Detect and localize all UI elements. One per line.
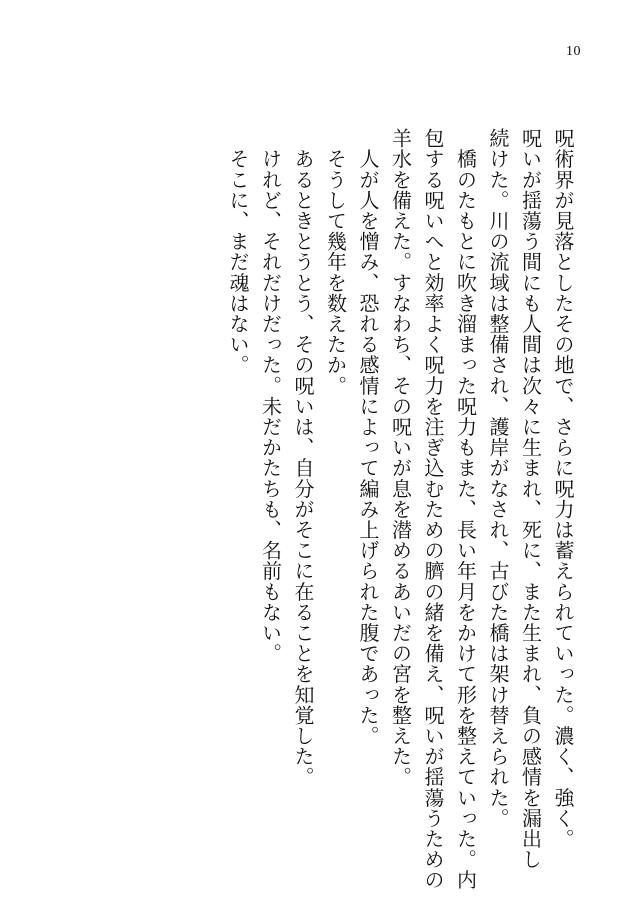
text-line: あるときとうとう、その呪いは、自分がそこに在ることを知覚した。 <box>291 128 315 788</box>
page-number: 10 <box>566 44 581 59</box>
text-line: 橋のたもとに吹き溜まった呪力もまた、長い年月をかけて形を整えていった。内 <box>453 128 478 891</box>
text-line: 人が人を憎み、恐れる感情によって編み上げられた腹であった。 <box>356 128 380 746</box>
text-line: けれど、それだけだった。未だかたちも、名前もない。 <box>258 128 283 664</box>
text-line: 呪術界が見落としたその地で、さらに呪力は蓄えられていった。濃く、強く。 <box>551 128 575 849</box>
text-line: そこに、まだ魂はない。 <box>226 128 250 376</box>
vertical-body-text <box>222 128 580 891</box>
text-line: 続けた。川の流域は整備され、護岸がなされ、古びた橋は架け替えられた。 <box>486 128 510 829</box>
text-line: そうして幾年を数えたか。 <box>323 128 348 396</box>
text-line: 包する呪いへと効率よく呪力を注ぎ込むための臍の緒を備え、呪いが揺蕩うための <box>421 128 445 891</box>
text-line: 羊水を備えた。すなわち、その呪いが息を潜めるあいだの宮を整えた。 <box>388 128 413 788</box>
text-line: 呪いが揺蕩う間にも人間は次々に生まれ、死に、また生まれ、負の感情を漏出し <box>518 128 543 870</box>
